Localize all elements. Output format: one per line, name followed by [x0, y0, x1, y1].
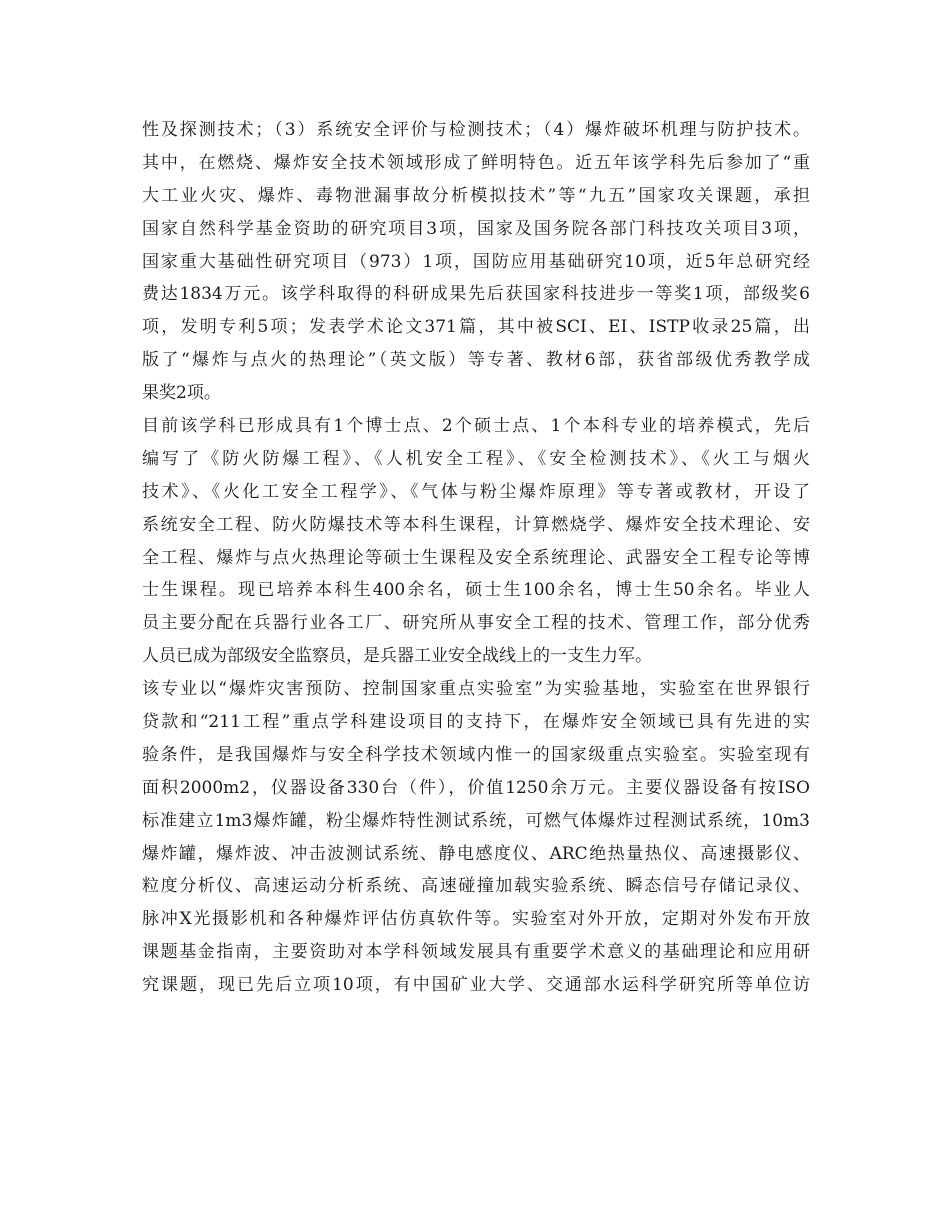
text-line: 目前该学科已形成具有1个博士点、2个硕士点、1个本科专业的培养模式，先后 — [142, 416, 810, 437]
text-line: 验条件，是我国爆炸与安全科学技术领域内惟一的国家级重点实验室。实验室现有 — [142, 744, 810, 765]
text-line: 脉冲X光摄影机和各种爆炸评估仿真软件等。实验室对外开放，定期对外发布开放 — [142, 909, 810, 930]
text-line: 员主要分配在兵器行业各工厂、研究所从事安全工程的技术、管理工作，部分优秀 — [142, 613, 810, 634]
text-line: 性及探测技术；（3）系统安全评价与检测技术；（4）爆炸破坏机理与防护技术。 — [142, 120, 810, 140]
text-line: 究课题，现已先后立项10项，有中国矿业大学、交通部水运科学研究所等单位访 — [142, 975, 810, 996]
text-line: 该专业以“爆炸灾害预防、控制国家重点实验室”为实验基地，实验室在世界银行 — [142, 679, 810, 700]
text-line: 国家自然科学基金资助的研究项目3项，国家及国务院各部门科技攻关项目3项， — [142, 218, 810, 239]
text-line: 面积2000m2，仪器设备330台（件），价值1250余万元。主要仪器设备有按ISO — [142, 777, 810, 798]
text-line: 项，发明专利5项；发表学术论文371篇，其中被SCI、EI、ISTP收录25篇，出 — [142, 317, 810, 338]
body-text — [142, 114, 810, 1002]
text-line: 系统安全工程、防火防爆技术等本科生课程，计算燃烧学、爆炸安全技术理论、安 — [142, 514, 810, 535]
text-line: 贷款和“211工程”重点学科建设项目的支持下，在爆炸安全领域已具有先进的实 — [142, 712, 810, 733]
text-line: 士生课程。现已培养本科生400余名，硕士生100余名，博士生50余名。毕业人 — [142, 580, 810, 601]
text-line: 课题基金指南，主要资助对本学科领域发展具有重要学术意义的基础理论和应用研 — [142, 942, 810, 963]
text-line: 大工业火灾、爆炸、毒物泄漏事故分析模拟技术”等“九五”国家攻关课题，承担 — [142, 185, 810, 206]
text-line: 技术》、《火化工安全工程学》、《气体与粉尘爆炸原理》等专著或教材，开设了 — [142, 481, 810, 502]
text-line: 版了“爆炸与点火的热理论”（英文版）等专著、教材6部，获省部级优秀教学成 — [142, 350, 810, 371]
text-line: 人员已成为部级安全监察员，是兵器工业安全战线上的一支生力军。 — [142, 646, 652, 667]
text-line: 果奖2项。 — [142, 383, 221, 404]
text-line: 全工程、爆炸与点火热理论等硕士生课程及安全系统理论、武器安全工程专论等博 — [142, 547, 810, 568]
text-line: 费达1834万元。该学科取得的科研成果先后获国家科技进步一等奖1项，部级奖6 — [142, 284, 810, 305]
text-line: 粒度分析仪、高速运动分析系统、高速碰撞加载实验系统、瞬态信号存储记录仪、 — [142, 876, 810, 897]
text-line: 编写了《防火防爆工程》、《人机安全工程》、《安全检测技术》、《火工与烟火 — [142, 448, 810, 469]
text-line: 爆炸罐，爆炸波、冲击波测试系统、静电感度仪、ARC绝热量热仪、高速摄影仪、 — [142, 843, 810, 864]
text-line: 国家重大基础性研究项目（973）1项，国防应用基础研究10项，近5年总研究经 — [142, 251, 810, 272]
text-line: 标准建立1m3爆炸罐，粉尘爆炸特性测试系统，可燃气体爆炸过程测试系统，10m3 — [142, 810, 810, 831]
text-line: 其中，在燃烧、爆炸安全技术领域形成了鲜明特色。近五年该学科先后参加了“重 — [142, 152, 810, 173]
